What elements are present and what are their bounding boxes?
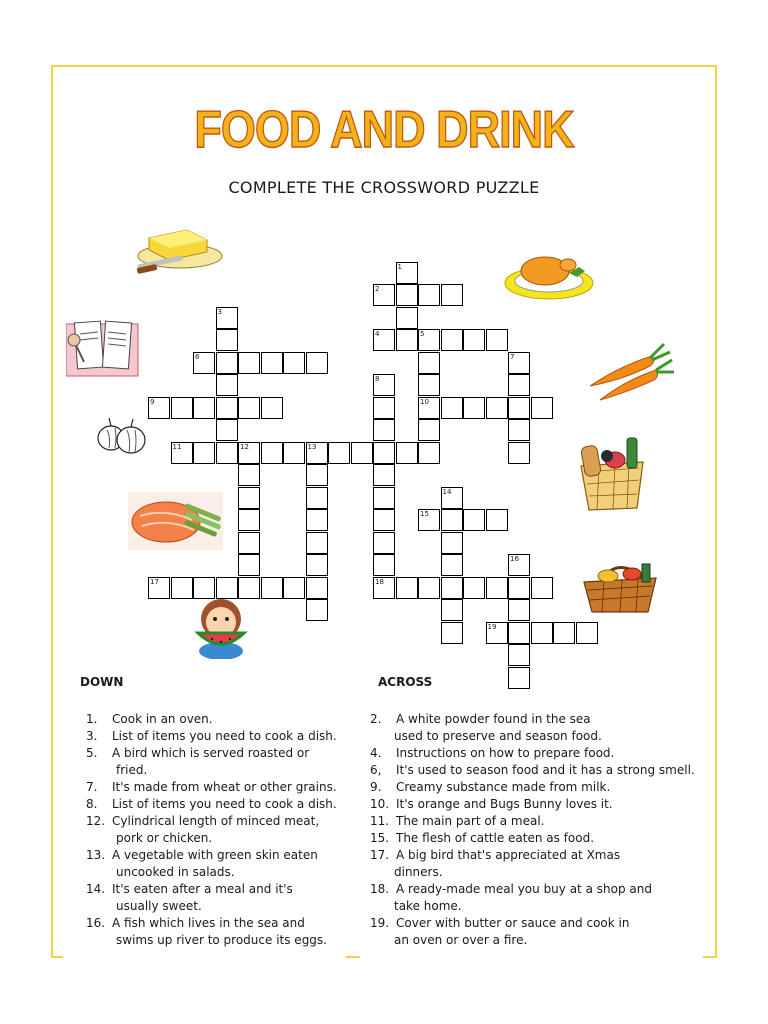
garlic-icon (95, 416, 147, 456)
crossword-cell[interactable] (373, 419, 395, 441)
crossword-cell[interactable] (441, 577, 463, 599)
across-clue-number: 9. (370, 780, 382, 794)
crossword-cell[interactable] (486, 577, 508, 599)
across-clue-number: 6, (370, 763, 382, 777)
across-clue-number: 17. (370, 848, 390, 862)
across-clue-text: Instructions on how to prepare food. (396, 746, 615, 760)
clue-number-label: 9 (150, 397, 155, 406)
crossword-cell[interactable] (396, 284, 418, 306)
across-clue-number: 4. (370, 746, 382, 760)
down-clue (86, 881, 337, 915)
frame-right (715, 65, 717, 957)
crossword-cell[interactable] (193, 397, 215, 419)
crossword-cell[interactable] (508, 622, 530, 644)
down-clue (86, 779, 337, 796)
girl-eating-watermelon-icon (190, 595, 252, 659)
crossword-cell[interactable] (261, 397, 283, 419)
clue-number-label: 10 (420, 397, 429, 406)
clue-number-label: 14 (442, 487, 452, 496)
crossword-cell[interactable] (396, 577, 418, 599)
down-clue-number: 16. (86, 916, 106, 930)
crossword-cell[interactable] (441, 329, 463, 351)
clue-number-label: 17 (150, 577, 159, 586)
down-clue-number: 3. (86, 729, 98, 743)
across-clue-text: Cover with butter or sauce and cook in (396, 916, 630, 930)
down-clue-number: 7. (86, 780, 98, 794)
frame-mark-bottom-mid (346, 956, 360, 958)
across-clue-continuation: take home. (394, 899, 462, 913)
crossword-cell[interactable] (238, 509, 260, 531)
across-clue-text: The main part of a meal. (396, 814, 545, 828)
down-clue-text: A vegetable with green skin eaten (112, 848, 318, 862)
crossword-cell[interactable] (373, 464, 395, 486)
down-clue-text: Cylindrical length of minced meat, (112, 814, 320, 828)
clue-number-label: 12 (240, 442, 249, 451)
down-clue-text: It's made from wheat or other grains. (112, 780, 337, 794)
crossword-cell[interactable] (373, 397, 395, 419)
crossword-cell[interactable] (283, 442, 305, 464)
crossword-cell[interactable] (306, 464, 328, 486)
crossword-cell[interactable] (261, 577, 283, 599)
frame-mark-bottom-right (703, 956, 717, 958)
crossword-cell[interactable] (531, 577, 553, 599)
crossword-cell[interactable] (463, 509, 485, 531)
across-clue-number: 2. (370, 712, 382, 726)
crossword-cell[interactable] (463, 397, 485, 419)
crossword-cell[interactable] (441, 554, 463, 576)
crossword-cell[interactable] (486, 329, 508, 351)
clue-number-label: 16 (510, 555, 519, 563)
across-clue-list (370, 711, 695, 949)
butter-icon (135, 220, 225, 275)
down-clue (86, 915, 337, 949)
crossword-cell[interactable] (261, 442, 283, 464)
crossword-cell[interactable] (216, 442, 238, 464)
crossword-cell[interactable] (283, 352, 305, 374)
crossword-cell[interactable] (238, 464, 260, 486)
clue-number-label: 19 (487, 622, 497, 631)
crossword-cell[interactable] (418, 419, 440, 441)
page-title: FOOD AND DRINK (194, 100, 574, 159)
across-clue (370, 915, 695, 949)
crossword-cell[interactable] (531, 622, 553, 644)
down-clue (86, 728, 337, 745)
crossword-cell[interactable] (238, 554, 260, 576)
across-clue (370, 830, 695, 847)
crossword-cell[interactable] (238, 352, 260, 374)
clue-number-label: 13 (307, 442, 317, 451)
across-clue (370, 779, 695, 796)
down-clue-continuation: fried. (116, 763, 148, 777)
across-clue-text: The flesh of cattle eaten as food. (396, 831, 595, 845)
roast-chicken-icon (503, 243, 598, 303)
crossword-cell[interactable] (306, 554, 328, 576)
frame-top (51, 65, 717, 67)
crossword-cell[interactable] (396, 442, 418, 464)
across-clue-text: A big bird that's appreciated at Xmas (396, 848, 621, 862)
clue-number-label: 11 (172, 442, 182, 451)
down-clue (86, 711, 337, 728)
across-clue-text: A white powder found in the sea (396, 712, 591, 726)
crossword-cell[interactable] (306, 577, 328, 599)
crossword-cell[interactable] (328, 442, 350, 464)
crossword-cell[interactable] (373, 532, 395, 554)
across-clue (370, 762, 695, 779)
across-clue-number: 10. (370, 797, 390, 811)
crossword-cell[interactable] (418, 442, 440, 464)
across-clue (370, 796, 695, 813)
across-clue-continuation: an oven or over a fire. (394, 933, 528, 947)
down-clue-continuation: usually sweet. (116, 899, 202, 913)
crossword-cell[interactable] (463, 577, 485, 599)
crossword-cell[interactable] (373, 442, 395, 464)
crossword-cell[interactable] (171, 397, 193, 419)
page-subtitle: COMPLETE THE CROSSWORD PUZZLE (228, 178, 540, 197)
down-clue-text: A bird which is served roasted or (112, 746, 310, 760)
crossword-cell[interactable] (216, 397, 238, 419)
down-clue-number: 13. (86, 848, 106, 862)
crossword-cell[interactable] (508, 644, 530, 666)
across-clue-continuation: dinners. (394, 865, 443, 879)
crossword-cell[interactable] (508, 667, 530, 689)
crossword-cell[interactable] (441, 397, 463, 419)
down-clue-number: 1. (86, 712, 98, 726)
crossword-cell[interactable] (486, 397, 508, 419)
crossword-cell[interactable] (306, 599, 328, 621)
across-clue-text: It's used to season food and it has a strong smell. (396, 763, 695, 777)
crossword-cell[interactable] (531, 397, 553, 419)
down-clue-number: 12. (86, 814, 106, 828)
crossword-cell[interactable] (396, 329, 418, 351)
across-clue-number: 19. (370, 916, 390, 930)
crossword-cell[interactable] (441, 532, 463, 554)
crossword-cell[interactable] (306, 352, 328, 374)
carrots-icon (586, 340, 676, 405)
grocery-bag-icon (575, 432, 655, 512)
down-clue-number: 8. (86, 797, 98, 811)
clue-number-label: 2 (375, 285, 380, 293)
across-clue (370, 745, 695, 762)
crossword-cell[interactable] (283, 577, 305, 599)
crossword-cell[interactable] (306, 487, 328, 509)
crossword-cell[interactable] (238, 532, 260, 554)
crossword-cell[interactable] (418, 352, 440, 374)
crossword-cell[interactable] (418, 577, 440, 599)
across-clue-continuation: used to preserve and season food. (394, 729, 602, 743)
clue-number-label: 4 (375, 330, 380, 338)
crossword-cell[interactable] (193, 442, 215, 464)
crossword-cell[interactable] (216, 329, 238, 351)
crossword-cell[interactable] (576, 622, 598, 644)
down-clue (86, 745, 337, 779)
across-clue-text: A ready-made meal you buy at a shop and (396, 882, 652, 896)
crossword-cell[interactable] (508, 374, 530, 396)
crossword-cell[interactable] (553, 622, 575, 644)
crossword-cell[interactable] (306, 509, 328, 531)
down-clue-text: A fish which lives in the sea and (112, 916, 305, 930)
crossword-cell[interactable] (216, 352, 238, 374)
down-clue (86, 813, 337, 847)
crossword-cell[interactable] (508, 397, 530, 419)
down-clue-continuation: pork or chicken. (116, 831, 213, 845)
crossword-cell[interactable] (373, 554, 395, 576)
crossword-cell[interactable] (238, 487, 260, 509)
crossword-cell[interactable] (508, 419, 530, 441)
crossword-cell[interactable] (351, 442, 373, 464)
crossword-cell[interactable] (508, 442, 530, 464)
down-clue (86, 847, 337, 881)
crossword-cell[interactable] (418, 374, 440, 396)
crossword-cell[interactable] (373, 509, 395, 531)
clue-number-label: 1 (397, 262, 402, 271)
across-clue (370, 813, 695, 830)
salmon-icon (128, 492, 223, 550)
across-clue (370, 847, 695, 881)
crossword-cell[interactable] (306, 532, 328, 554)
across-clue-number: 18. (370, 882, 390, 896)
down-clue-text: Cook in an oven. (112, 712, 213, 726)
down-clue-list (86, 711, 337, 949)
crossword-cell[interactable] (418, 284, 440, 306)
crossword-cell[interactable] (261, 352, 283, 374)
crossword-cell[interactable] (216, 419, 238, 441)
down-clue-number: 5. (86, 746, 98, 760)
crossword-cell[interactable] (396, 307, 418, 329)
across-clue (370, 881, 695, 915)
down-heading: DOWN (80, 675, 124, 689)
clue-number-label: 5 (420, 330, 425, 338)
across-heading: ACROSS (378, 675, 433, 689)
crossword-cell[interactable] (463, 329, 485, 351)
crossword-cell[interactable] (508, 577, 530, 599)
crossword-cell[interactable] (216, 374, 238, 396)
crossword-cell[interactable] (441, 622, 463, 644)
crossword-cell[interactable] (441, 599, 463, 621)
frame-left (51, 65, 53, 957)
clue-number-label: 3 (217, 307, 222, 316)
clue-number-label: 15 (420, 510, 429, 518)
across-clue (370, 711, 695, 745)
down-clue-text: It's eaten after a meal and it's (112, 882, 293, 896)
cookbook-icon (66, 318, 141, 380)
down-clue-number: 14. (86, 882, 106, 896)
across-clue-number: 15. (370, 831, 390, 845)
across-clue-number: 11. (370, 814, 390, 828)
crossword-cell[interactable] (373, 487, 395, 509)
down-clue-text: List of items you need to cook a dish. (112, 729, 337, 743)
crossword-cell[interactable] (441, 284, 463, 306)
down-clue-text: List of items you need to cook a dish. (112, 797, 337, 811)
crossword-cell[interactable] (238, 397, 260, 419)
down-clue-continuation: swims up river to produce its eggs. (116, 933, 327, 947)
crossword-cell[interactable] (486, 509, 508, 531)
frame-mark-bottom-left (51, 956, 63, 958)
picnic-basket-icon (578, 556, 663, 614)
down-clue-continuation: uncooked in salads. (116, 865, 235, 879)
crossword-cell[interactable] (508, 599, 530, 621)
clue-number-label: 6 (195, 352, 200, 361)
clue-number-label: 8 (375, 375, 380, 383)
clue-number-label: 18 (375, 577, 384, 586)
clue-number-label: 7 (510, 352, 515, 361)
across-clue-text: It's orange and Bugs Bunny loves it. (396, 797, 613, 811)
crossword-cell[interactable] (441, 509, 463, 531)
down-clue (86, 796, 337, 813)
across-clue-text: Creamy substance made from milk. (396, 780, 611, 794)
